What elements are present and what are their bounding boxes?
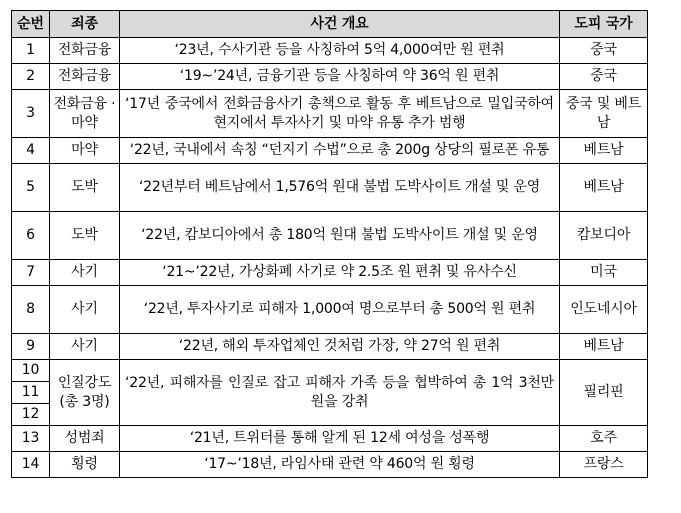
- row-desc: ‘19~’24년, 금융기관 등을 사칭하여 약 36억 원 편취: [120, 64, 560, 90]
- row-country: 중국: [560, 64, 648, 90]
- row-no: 4: [12, 138, 50, 164]
- row-country: 호주: [560, 426, 648, 452]
- row-desc: ‘21년, 트위터를 통해 알게 된 12세 여성을 성폭행: [120, 426, 560, 452]
- row-desc: ‘21~’22년, 가상화폐 사기로 약 2.5조 원 편취 및 유사수신: [120, 260, 560, 286]
- table-row: [12, 452, 648, 478]
- row-no: 9: [12, 334, 50, 360]
- table-row: [12, 164, 648, 212]
- row-crime: 도박: [50, 164, 120, 212]
- row-country: 중국: [560, 38, 648, 64]
- table-row: [12, 212, 648, 260]
- fugitive-cases-table: [11, 10, 648, 478]
- row-crime: 사기: [50, 260, 120, 286]
- table-row: [12, 38, 648, 64]
- row-desc: ‘22년, 캄보디아에서 총 180억 원대 불법 도박사이트 개설 및 운영: [120, 212, 560, 260]
- row-crime: 마약: [50, 138, 120, 164]
- row-desc: ‘23년, 수사기관 등을 사칭하여 5억 4,000여만 원 편취: [120, 38, 560, 64]
- row-no: 7: [12, 260, 50, 286]
- table-row: [12, 260, 648, 286]
- row-no: 5: [12, 164, 50, 212]
- row-country: 필리핀: [560, 360, 648, 426]
- row-no: 13: [12, 426, 50, 452]
- table-row: [12, 64, 648, 90]
- row-country: 베트남: [560, 164, 648, 212]
- row-no: 10: [12, 360, 50, 382]
- row-desc: ‘22년부터 베트남에서 1,576억 원대 불법 도박사이트 개설 및 운영: [120, 164, 560, 212]
- row-no: 8: [12, 286, 50, 334]
- row-country: 캄보디아: [560, 212, 648, 260]
- table-row: [12, 426, 648, 452]
- row-no: 3: [12, 90, 50, 138]
- row-no: 14: [12, 452, 50, 478]
- table-row: [12, 90, 648, 138]
- row-no: 11: [12, 382, 50, 404]
- row-crime: 횡령: [50, 452, 120, 478]
- row-desc: ‘22년, 해외 투자업체인 것처럼 가장, 약 27억 원 편취: [120, 334, 560, 360]
- row-desc: ‘22년, 국내에서 속칭 “던지기 수법”으로 총 200g 상당의 필로폰 유통: [120, 138, 560, 164]
- row-desc: ‘17~’18년, 라임사태 관련 약 460억 원 횡령: [120, 452, 560, 478]
- row-country: 베트남: [560, 138, 648, 164]
- table-row: [12, 286, 648, 334]
- row-no: 12: [12, 404, 50, 426]
- table-row: [12, 334, 648, 360]
- row-no: 6: [12, 212, 50, 260]
- row-crime: 도박: [50, 212, 120, 260]
- header-crime: 죄종: [50, 11, 120, 38]
- row-country: 중국 및 베트남: [560, 90, 648, 138]
- row-country: 프랑스: [560, 452, 648, 478]
- row-crime: 사기: [50, 334, 120, 360]
- row-country: 인도네시아: [560, 286, 648, 334]
- row-no: 1: [12, 38, 50, 64]
- row-no: 2: [12, 64, 50, 90]
- row-crime: 사기: [50, 286, 120, 334]
- row-desc: ‘22년, 투자사기로 피해자 1,000여 명으로부터 총 500억 원 편취: [120, 286, 560, 334]
- row-crime: 전화금융: [50, 64, 120, 90]
- table-row: [12, 360, 648, 382]
- row-crime: 전화금융: [50, 38, 120, 64]
- header-country: 도피 국가: [560, 11, 648, 38]
- row-desc: ‘22년, 피해자를 인질로 잡고 피해자 가족 등을 협박하여 총 1억 3천만 원을 강취: [120, 360, 560, 426]
- row-country: 베트남: [560, 334, 648, 360]
- header-desc: 사건 개요: [120, 11, 560, 38]
- row-crime: 인질강도 (총 3명): [50, 360, 120, 426]
- row-country: 미국: [560, 260, 648, 286]
- table-row: [12, 138, 648, 164]
- row-crime: 전화금융 · 마약: [50, 90, 120, 138]
- row-desc: ‘17년 중국에서 전화금융사기 총책으로 활동 후 베트남으로 밀입국하여 현지에서 투자사기 및 마약 유통 추가 범행: [120, 90, 560, 138]
- header-no: 순번: [12, 11, 50, 38]
- header-row: [12, 11, 648, 38]
- row-crime: 성범죄: [50, 426, 120, 452]
